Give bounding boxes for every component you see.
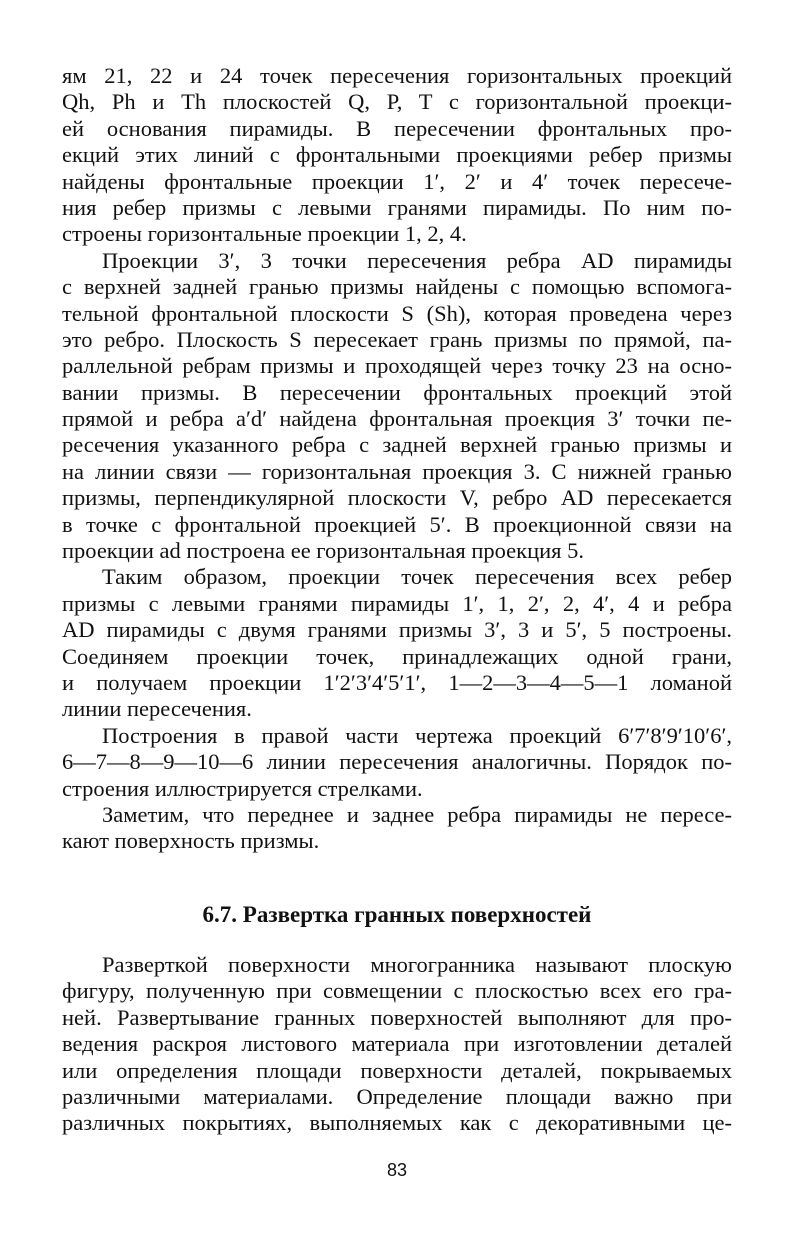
paragraph-first-line: Заметим, что переднее и заднее ребра пирамиды не пересе- [102,801,732,827]
text-line: призмы с левыми гранями пирамиды 1′, 1, 2′, 2, 4′, 4 и ребра [62,590,732,616]
text-line: прямой и ребра a′d′ найдена фронтальная проекция 3′ точки пе- [62,406,732,432]
section-body-text [62,952,732,1137]
text-line: Qh, Ph и Th плоскостей Q, P, T с горизонтальной проекци- [62,89,732,115]
text-line: раллельной ребрам призмы и проходящей через точку 23 на осно- [62,353,732,379]
paragraph-first-line: Таким образом, проекции точек пересечения всех ребер [102,564,732,590]
text-line: екций этих линий с фронтальными проекциями ребер призмы [62,142,732,168]
text-line: Соединяем проекции точек, принадлежащих одной грани, [62,643,732,669]
text-line: призмы, перпендикулярной плоскости V, ребро AD пересекается [62,485,732,511]
text-line: фигуру, полученную при совмещении с плоскостью всех его гра- [62,978,732,1004]
text-line: различных покрытиях, выполняемых как с декоративными це- [62,1110,732,1136]
text-line: ей основания пирамиды. В пересечении фронтальных про- [62,115,732,141]
text-line: 6—7—8—9—10—6 линии пересечения аналогичны. Порядок по- [62,749,732,775]
text-line: кают поверхность призмы. [62,828,320,854]
text-line: с верхней задней гранью призмы найдены с помощью вспомога- [62,274,732,300]
text-line: ресечения указанного ребра с задней верхней гранью призмы и [62,432,732,458]
text-line: или определения площади поверхности деталей, покрываемых [62,1057,732,1083]
text-line: проекции ad построена ее горизонтальная проекция 5. [62,538,585,564]
text-line: ней. Развертывание гранных поверхностей выполняют для про- [62,1004,732,1030]
text-line: ния ребер призмы с левыми гранями пирамиды. По ним по- [62,194,732,220]
text-line: найдены фронтальные проекции 1′, 2′ и 4′ точек пересече- [62,168,732,194]
text-line: и получаем проекции 1′2′3′4′5′1′, 1—2—3—4—5—1 ломаной [62,669,732,695]
paragraph-first-line: Проекции 3′, 3 точки пересечения ребра AD пирамиды [102,247,732,273]
paragraph-first-line: Разверткой поверхности многогранника называют плоскую [102,952,732,977]
body-text [62,63,732,855]
paragraph-first-line: Построения в правой части чертежа проекций 6′7′8′9′10′6′, [102,722,732,748]
text-line: AD пирамиды с двумя гранями призмы 3′, 3 и 5′, 5 построены. [62,617,732,643]
text-line: вании призмы. В пересечении фронтальных проекций этой [62,379,732,405]
section-heading: 6.7. Развертка гранных поверхностей [202,902,592,927]
page-number: 83 [386,1160,408,1180]
text-line: на линии связи — горизонтальная проекция 3. С нижней гранью [62,458,732,484]
text-line: различными материалами. Определение площади важно при [62,1083,732,1109]
text-line: строения иллюстрируется стрелками. [62,775,423,801]
text-line: тельной фронтальной плоскости S (Sh), которая проведена через [62,300,732,326]
text-line: ведения раскроя листового материала при изготовлении деталей [62,1031,732,1057]
text-line: это ребро. Плоскость S пересекает грань призмы по прямой, па- [62,326,732,352]
text-line: строены горизонтальные проекции 1, 2, 4. [62,221,467,247]
text-line: линии пересечения. [62,696,252,722]
text-line: в точке с фронтальной проекцией 5′. В проекционной связи на [62,511,732,537]
text-line: ям 21, 22 и 24 точек пересечения горизонтальных проекций [62,63,732,88]
